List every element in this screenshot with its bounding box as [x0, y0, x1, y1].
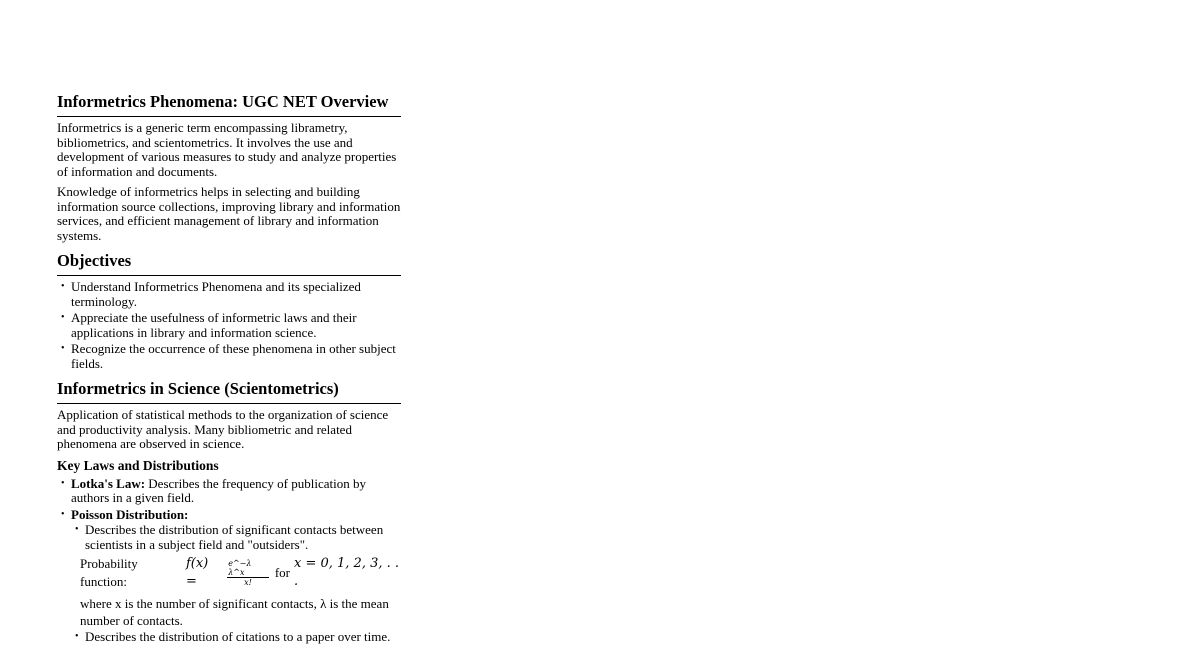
formula-domain: x = 0, 1, 2, 3, . . . [293, 556, 400, 589]
objective-item: • Understand Informetrics Phenomena and its specialized terminology. [57, 280, 401, 309]
lotka-law-label: Lotka's Law: [71, 475, 146, 491]
document [57, 92, 401, 651]
probability-label: Probability function: [80, 556, 138, 589]
objectives-list [57, 280, 401, 371]
objective-item: • Appreciate the usefulness of informetric laws and their applications in library and information science. [57, 311, 401, 340]
formula-numerator: e^−λ λ^x [227, 559, 269, 578]
formula-for: for [274, 565, 290, 580]
poisson-sublist-2 [71, 630, 401, 645]
poisson-subitem: • Describes the distribution of significant contacts between scientists in a subject field and "outsiders". [71, 523, 401, 552]
page-title: Informetrics Phenomena: UGC NET Overview [57, 92, 401, 117]
poisson-item [57, 508, 401, 645]
probability-formula [80, 555, 401, 591]
science-paragraph: Application of statistical methods to the organization of science and productivity analysis. Many bibliometric and related phenomena are observed in science. [57, 407, 389, 451]
intro-paragraph-1: Informetrics is a generic term encompassing librametry, bibliometrics, and scientometrics. It involves the use and development of various measures to study and analyze properties of information and documents. [57, 120, 397, 179]
poisson-subitem: • Describes the distribution of citations to a paper over time. [71, 630, 401, 645]
formula-explanation: where x is the number of significant contacts, λ is the mean number of contacts. [80, 596, 389, 628]
poisson-label: Poisson Distribution: [71, 506, 189, 522]
laws-list [57, 477, 401, 645]
formula-denominator: x! [244, 578, 252, 587]
intro-paragraph-2: Knowledge of informetrics helps in selecting and building information source collections, improving library and information services, and efficient management of library and information systems. [57, 184, 401, 243]
lotka-law-text: Describes the frequency of publication by authors in a given field. [71, 475, 366, 505]
science-heading: Informetrics in Science (Scientometrics) [57, 379, 401, 404]
objectives-heading: Objectives [57, 251, 401, 276]
objective-item: • Recognize the occurrence of these phenomena in other subject fields. [57, 342, 401, 371]
lotka-law-item [57, 477, 401, 506]
poisson-sublist [71, 523, 401, 552]
formula-lhs: f(x) = [185, 556, 209, 589]
key-laws-heading: Key Laws and Distributions [57, 457, 219, 473]
formula-fraction [227, 559, 269, 587]
